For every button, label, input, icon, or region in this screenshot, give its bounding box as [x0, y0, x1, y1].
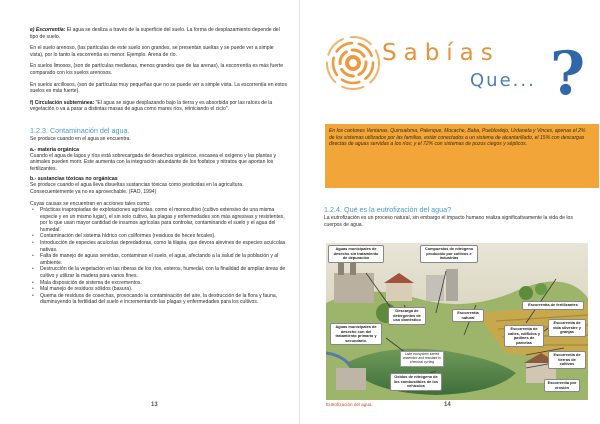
causas-list	[30, 207, 288, 306]
page-number-right: 14	[444, 402, 451, 408]
materia-paragraph: Cuando el agua de lagos y ríos está sobrecargada de desechos orgánicos, escasea el oxígeno y las plantas y animales pueden morir. Este aumenta con la integración abundante de los fosfatos y nitratos que aportan los fertilizantes.	[30, 152, 277, 172]
banner-word-que: Que...	[470, 70, 536, 91]
label-tierras-cultivos: Escorrentía de tierras de cultivos	[548, 351, 586, 369]
label-escorrentia-natural: Escorrentía natural	[452, 309, 484, 322]
list-item: • Prácticas inapropiadas de explotaciones agrícolas, como el monocultivo (cultivo extensivo de una misma especie y en un mismo lugar), el sin solo cultivo, las plagas y enfermedades son más agresivas y resistentes, por lo que usan mayor cantidad de insumos agrícolas para controlar, contaminando el suelo y el agua del humedal.	[40, 207, 288, 233]
label-escorrentia-calles: Escorrentía de calles, edificios y jardines de parcelas	[504, 325, 544, 347]
label-detergentes: Descarga de detergentes de uso doméstico	[388, 307, 426, 325]
label-escorrentia-erosion: Escorrentía por erosión	[544, 379, 580, 392]
eutrofizacion-paragraph: La eutrofización es un proceso natural, sin embargo el impacto humano realiza significativamente la vida de los cuerpos de agua.	[324, 215, 573, 228]
label-vida-silvestre: Escorrentía de vida silvestre y granjas	[548, 319, 586, 337]
label-aguas-municipales: Aguas municipales de desecho sin tratamiento de depuración	[328, 245, 384, 263]
banner-word-sabias: Sabías	[382, 40, 500, 66]
label-compuestos-nitrogeno: Compuestos de nitrógeno producido por cultivos e industrias	[420, 245, 478, 263]
label-escorrentia-fertilizantes: Escorrentía de fertilizantes	[522, 301, 584, 310]
sustancias-paragraph: Se produce cuando el agua lleva disueltas sustancias tóxicas como pesticidas en la agricultura. Consecuentemente ya no es aprovechable. (FAO, 1994)	[30, 182, 244, 195]
causas-intro: Cuyas causas se encuentran en acciones tales como:	[30, 200, 151, 207]
section-title-contaminacion: 1.2.3. Contaminación del agua.	[30, 125, 130, 135]
circulacion-paragraph: f) Circulación subterránea: "El agua se sigue desplazando bajo la tierra y es absorbida por las raíces de la vegetación o va a parar a distintas masas de agua como mares ríos, reiniciando el ciclo".	[30, 99, 273, 113]
list-item: • Falta de manejo de aguas servidas, contaminan el suelo, el agua, afectando a la salud de la población y al ambiente.	[40, 253, 288, 266]
arenosos-paragraph: En el suelo arenoso, (las partículas de este suelo son grandes, se presentan sueltas y se puede ver a simple vista), por lo tanto la escorrentía es menor. Ejemplo. Arena de río.	[30, 45, 274, 58]
list-item: • Destrucción de la vegetación en las riberas de los ríos, esteros, humedal, con la finalidad de ampliar áreas de cultivo y utilizar la madera para varios fines.	[40, 266, 288, 279]
orange-fact-box	[325, 124, 599, 188]
list-item: • Quema de residuos de cosechas, provocando la contaminación del aire, la destrucción de la flora y fauna, disminuyendo la fertilidad del suelo e incrementando las plagas y enfermedades para los cultivos.	[40, 293, 288, 306]
sustancias-heading: b.- sustancias tóxicas no orgánicas	[30, 176, 118, 183]
sun-swirl-icon	[324, 34, 382, 92]
question-mark-icon: ?	[550, 39, 586, 109]
label-oxidos-nitrogeno: Oxidos de nitrógeno de los combustibles de los vehículos	[390, 373, 442, 391]
eutrophication-diagram	[326, 243, 588, 400]
arcillosos-paragraph: En suelos arcillosos, (son de partículas muy pequeñas que no se puede ver a simple vista. La escorrentía en estos suelos es más fuerte).	[30, 81, 287, 95]
list-item: • Mal manejo de residuos sólidos (basura).	[40, 286, 288, 293]
sabias-que-banner	[324, 34, 594, 138]
figure-caption: Eutrofización del agua.	[326, 402, 373, 407]
label-aguas-tratamiento: Aguas municipales de desecho con del tratamiento primario y secundario.	[330, 323, 382, 345]
section-intro: Se produce cuando en el agua se encuentra.	[30, 135, 131, 142]
escorrentia-paragraph: e) Escorrentía: El agua se desliza a través de la superficie del suelo. La forma de desplazamiento depende del tipo de suelo.	[30, 27, 280, 40]
fact-text: En los cantones Ventanas, Quinsaloma, Palenque, Mocache, Baba, Pueblovlejo, Urdaneta y Vinces, apenas el 2% de los sistemas utilizados por las familias, están conectados a un sistema de alcantarillado, el 15% con descargas directas de aguas servidas a los ríos; y el 72% con sistemas de pozos ciegos y sépticos.	[329, 128, 586, 148]
limosos-paragraph: En suelos limosos, (son de partículas medianas, menos grandes que de las arenas), la escorrentía es más fuerte comparado con los suelos arenosos.	[30, 63, 284, 76]
list-item: • Contaminación del sistema hídrico con coliformes (residuos de heces fecales).	[40, 233, 288, 240]
list-item: • Introducción de especies acuícolas depredadoras, como la tilapia, que devora alevines de especies acuícolas nativas.	[40, 240, 288, 253]
materia-heading: a.- materia orgánica	[30, 146, 80, 153]
list-item: • Mala disposición de sistema de excrementos.	[40, 280, 288, 287]
label-lake-ecosystem: Lake ecosystem turned anaerobic and resistant to chemical cycling	[400, 351, 444, 367]
eutrofizacion-section	[324, 206, 592, 228]
page-number-left: 13	[151, 402, 158, 408]
section-title-eutrofizacion: 1.2.4. Qué es la eutrofización del agua?	[324, 205, 452, 214]
